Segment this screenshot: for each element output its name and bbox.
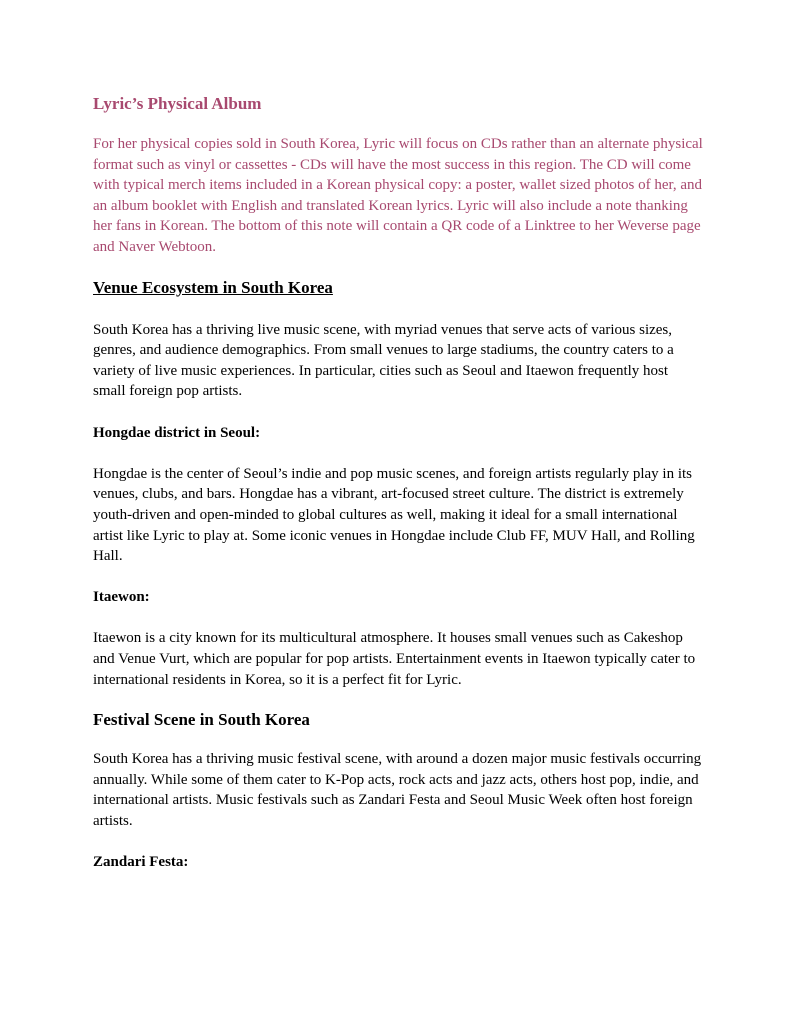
album-paragraph: For her physical copies sold in South Korea, Lyric will focus on CDs rather than an alternate physical format such as vinyl or cassettes - CDs will have the most success in this region. The CD will come with typical merch items included in a Korean physical copy: a poster, wallet sized photos of her, and an album booklet with English and translated Korean lyrics. Lyric will also include a note thanking her fans in Korean. The bottom of this note will contain a QR code of a Linktree to her Weverse page and Naver Webtoon. bbox=[93, 136, 703, 255]
album-heading: Lyric’s Physical Album bbox=[93, 94, 262, 113]
venue-heading: Venue Ecosystem in South Korea bbox=[93, 277, 333, 297]
itaewon-paragraph: Itaewon is a city known for its multicultural atmosphere. It houses small venues such as Cakeshop and Venue Vurt, which are popular for pop artists. Entertainment events in Itaewon typically cater to international residents in Korea, so it is a perfect fit for Lyric. bbox=[93, 630, 696, 688]
hongdae-heading: Hongdae district in Seoul: bbox=[93, 424, 261, 441]
hongdae-paragraph: Hongdae is the center of Seoul’s indie and pop music scenes, and foreign artists regularly play in its venues, clubs, and bars. Hongdae has a vibrant, art-focused street culture. The district is extremely youth-driven and open-minded to global cultures as well, making it ideal for a small international artist like Lyric to play at. Some iconic venues in Hongdae include Club FF, MUV Hall, and Rolling Hall. bbox=[93, 465, 695, 565]
document-page bbox=[93, 93, 703, 873]
zandari-heading: Zandari Festa: bbox=[93, 854, 189, 871]
itaewon-heading: Itaewon: bbox=[93, 589, 150, 606]
festival-paragraph: South Korea has a thriving music festival scene, with around a dozen major music festivals occurring annually. While some of them cater to K-Pop acts, rock acts and jazz acts, others host pop, indie, and international artists. Music festivals such as Zandari Festa and Seoul Music Week often host foreign artists. bbox=[93, 751, 702, 830]
venue-paragraph: South Korea has a thriving live music scene, with myriad venues that serve acts of various sizes, genres, and audience demographics. From small venues to large stadiums, the country caters to a variety of live music experiences. In particular, cities such as Seoul and Itaewon frequently host small foreign pop artists. bbox=[93, 321, 674, 400]
festival-heading: Festival Scene in South Korea bbox=[93, 710, 310, 730]
